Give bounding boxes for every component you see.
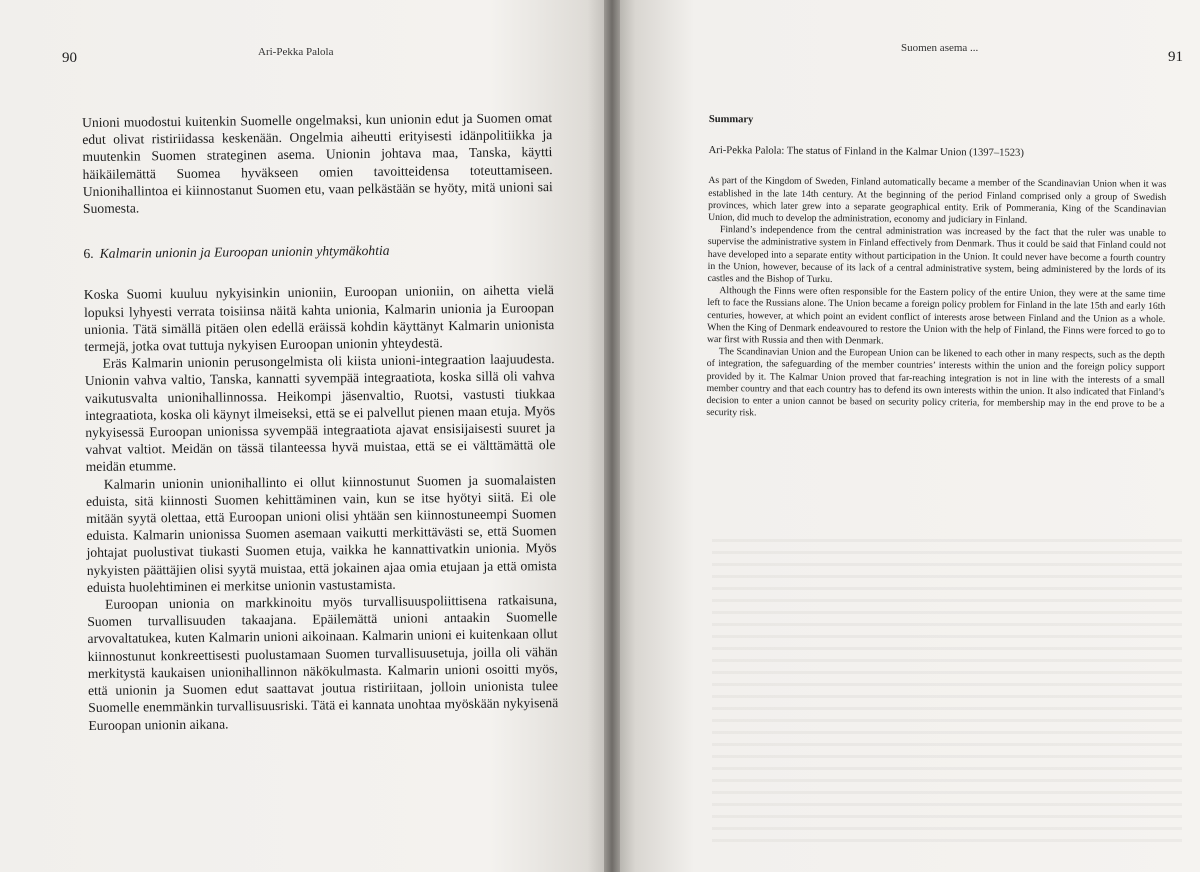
summary-subtitle: Ari-Pekka Palola: The status of Finland in the Kalmar Union (1397–1523) <box>708 145 1024 159</box>
right-page-body <box>706 114 1167 423</box>
body-paragraph: Kalmarin unionin unionihallinto ei ollut kiinnostunut Suomen ja suomalaisten eduista, sitä kiinnosti Suomen kehittäminen vain, kun se itse hyötyi siitä. Ei ole mitään syytä olettaa, että Euroopan unioni olisi yhtään sen kiinnostuneempi Suomen eduista. Kalmarin unionissa Suomen asemaan vaikutti merkittävästi se, että Suomen johtajat puolustivat tiukasti Suomen etuja, vaikka he kannattivatkin unionia. Myös nykyisten päättäjien olisi syytä muistaa, että jokainen ajaa omia etujaan ja että omista eduista huolehtiminen ei merkitse unionin vastustamista. <box>85 471 557 595</box>
page-number-left: 90 <box>62 50 77 66</box>
show-through-texture <box>712 530 1182 850</box>
section-title: Kalmarin unionin ja Euroopan unionin yhtymäkohtia <box>99 243 390 262</box>
intro-paragraph: Unioni muodostui kuitenkin Suomelle ongelmaksi, kun unionin edut ja Suomen omat edut olivat ristiriidassa keskenään. Ongelmia aiheutti erityisesti idänpolitiikka ja muutenkin Suomen strateginen asema. Unionin johtava maa, Tanska, käytti häikäilemättä Suomea hyväkseen omien tavoitteidensa toteuttamiseen. Unionihallintoa ei kiinnostanut Suomen etu, vaan pelkästään se hyöty, mitä unioni sai Suomesta. <box>82 110 553 217</box>
section-number: 6. <box>83 246 94 262</box>
summary-paragraph: Finland’s independence from the central administration was increased by the fact that the ruler was unable to supervise the administrative system in Finland effectively from Denmark. Thus it could be said that Finland could not have developed into a separate entity without participation in the Union. It could never have become a fourth country in the Union, however, because of its lack of a central administrative system, being administered by the lords of its castles and the Bishop of Turku. <box>707 224 1167 286</box>
running-header-right: Suomen asema ... <box>901 42 979 54</box>
body-paragraph: Koska Suomi kuuluu nykyisinkin unioniin, Euroopan unioniin, on aihetta vielä lopuksi lyhyesti verrata toisiinsa näitä kahta unionia, Kalmarin unionia ja Euroopan unionia. Tätä simällä pitäen olen edellä eräissä kohdin käyttänyt Kalmarin unionista termejä, jotka ovat tuttuja nykyisen Euroopan unionin yhteydestä. <box>83 282 555 355</box>
running-header-left: Ari-Pekka Palola <box>258 46 334 58</box>
summary-heading: Summary <box>708 114 754 126</box>
summary-paragraph: The Scandinavian Union and the European Union can be likened to each other in many respects, such as the depth of integration, the safeguarding of the member countries’ interests within the union and the foreign policy support provided by it. The Kalmar Union proved that far-reaching integration is not in line with the interests of a small member country and that each country has to defend its own interests within the union. It also indicated that Finland’s decision to enter a union cannot be based on security policy criteria, for membership may in the end prove to be a security risk. <box>706 346 1165 419</box>
body-paragraph: Eräs Kalmarin unionin perusongelmista oli kiista unioni-integraation laajuudesta. Unionin vahva valtio, Tanska, kannatti syvempää integraatiota, koska sillä oli vahva vaikutusvalta unionihallinnossa. Heikompi jäsenvaltio, Ruotsi, vastusti tiukkaa integraatiota, koska oli käynyt ilmeiseksi, että se ei palvellut pienen maan etuja. Myös nykyisessä Euroopan unionissa syvempää integraatiota ajavat ensisijaisesti suuret ja vahvat valtiot. Meidän on tässä tilanteessa hyvä muistaa, että se ei välttämättä ole meidän etumme. <box>84 351 556 475</box>
section-heading <box>83 240 553 262</box>
right-page <box>612 0 1200 872</box>
body-paragraph: Euroopan unionia on markkinoitu myös turvallisuuspoliittisena ratkaisuna, Suomen turvallisuuden takaajana. Epäilemättä unioni antaakin Suomelle arvovaltatukea, kuten Kalmarin unioni aikoinaan. Kalmarin unioni ei kuitenkaan ollut kiinnostunut konkreettisesti puolustamaan Suomen turvallisuusetuja, joilla oli vähän merkitystä kaukaisen unionihallinnon näkökulmasta. Kalmarin unioni osoitti myös, että unionin ja Suomen edut saattavat joutua ristiriitaan, jolloin unionista tulee Suomelle enemmänkin turvallisuusriski. Tätä ei kannata unohtaa myöskään nykyisenä Euroopan unionin aikana. <box>87 592 559 733</box>
summary-paragraph: As part of the Kingdom of Sweden, Finland automatically became a member of the Scandinavian Union when it was established in the late 14th century. At the beginning of the period Finland comprised only a group of Swedish provinces, which later grew into a separate geographical entity. Erik of Pommerania, King of the Scandinavian Union, did much to develop the administration, economy and judiciary in Finland. <box>708 175 1167 226</box>
book-gutter <box>604 0 620 872</box>
summary-paragraph: Although the Finns were often responsible for the Eastern policy of the entire Union, they were at the same time left to face the Russians alone. The Union became a foreign policy problem for Finland in the late 15th and early 16th centuries, however, at which point an evident conflict of interests arose between Finland and the Union as a whole. When the King of Denmark endeavoured to restore the Union with the help of Finland, the Finns were forced to go to war first with Russia and then with Denmark. <box>706 285 1166 347</box>
left-page-body <box>82 109 558 734</box>
page-number-right: 91 <box>1168 49 1183 65</box>
